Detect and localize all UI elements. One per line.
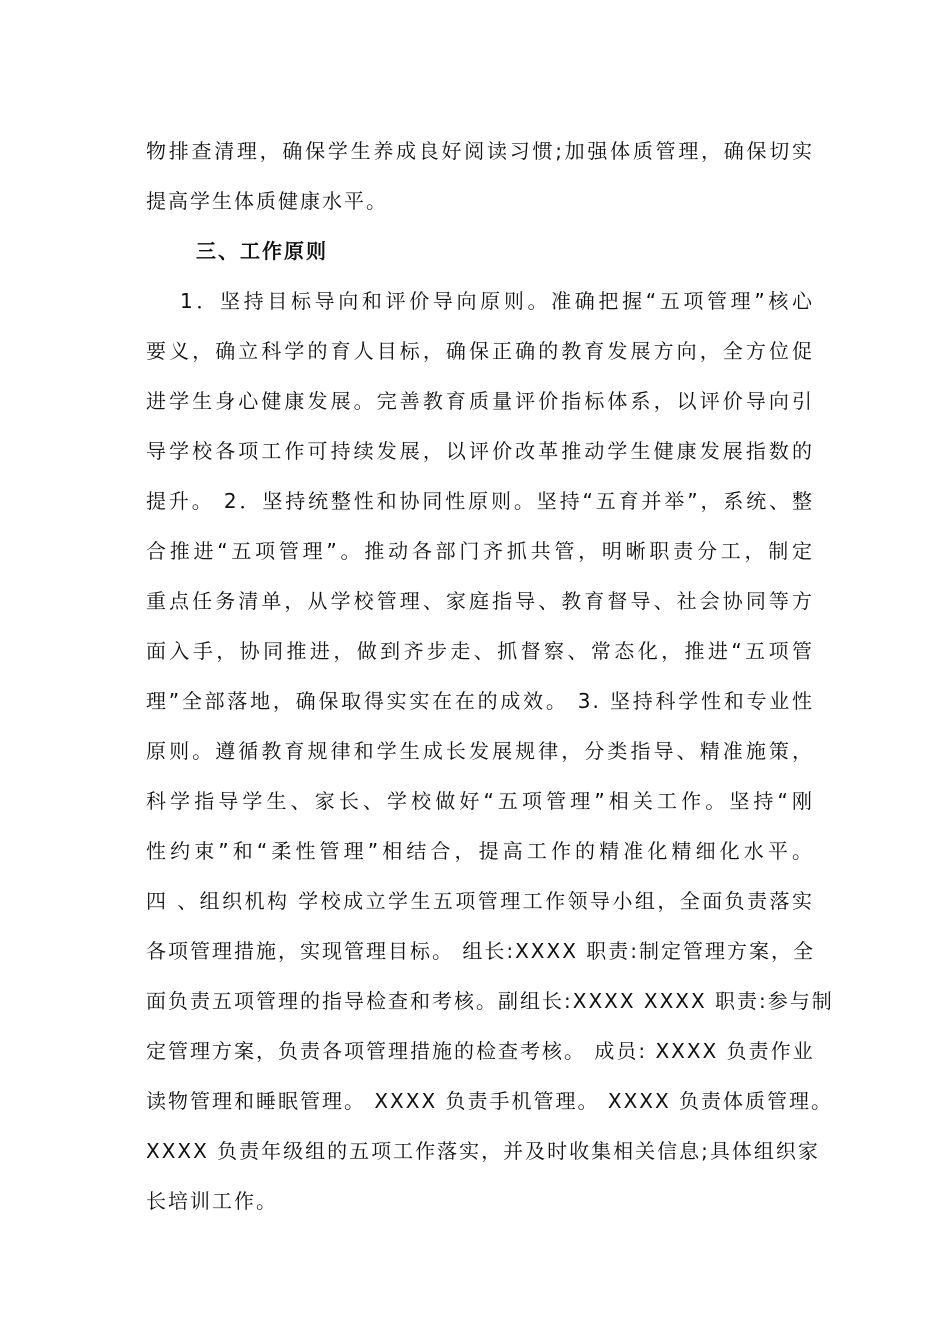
paragraph-line: 长培训工作。 <box>146 1189 278 1213</box>
paragraph-line: 科学指导学生、家长、学校做好“五项管理”相关工作。坚持“刚 <box>146 789 814 813</box>
paragraph-line: 1．坚持目标导向和评价导向原则。准确把握“五项管理”核心 <box>180 289 814 313</box>
paragraph-line: 进学生身心健康发展。完善教育质量评价指标体系，以评价导向引 <box>146 389 814 413</box>
section-heading: 三、工作原则 <box>196 239 328 263</box>
paragraph-line: 理”全部落地，确保取得实实在在的成效。 3. 坚持科学性和专业性 <box>146 689 814 713</box>
paragraph-line: 面负责五项管理的指导检查和考核。副组长:XXXX XXXX 职责:参与制 <box>146 989 834 1013</box>
paragraph-line: 原则。遵循教育规律和学生成长发展规律，分类指导、精准施策， <box>146 739 814 763</box>
paragraph-line: 提升。 2．坚持统整性和协同性原则。坚持“五育并举”，系统、整 <box>146 489 814 513</box>
paragraph-line: 各项管理措施，实现管理目标。 组长:XXXX 职责:制定管理方案，全 <box>146 939 815 963</box>
paragraph-line: 面入手，协同推进，做到齐步走、抓督察、常态化，推进“五项管 <box>146 639 814 663</box>
paragraph-line: 性约束”和“柔性管理”相结合，提高工作的精准化精细化水平。 <box>146 839 814 863</box>
paragraph-line: 要义，确立科学的育人目标，确保正确的教育发展方向，全方位促 <box>146 339 814 363</box>
paragraph-line: 物排查清理，确保学生养成良好阅读习惯;加强体质管理，确保切实 <box>146 139 814 163</box>
paragraph-line: XXXX 负责年级组的五项工作落实，并及时收集相关信息;具体组织家 <box>146 1139 820 1163</box>
paragraph-line: 四 、组织机构 学校成立学生五项管理工作领导小组，全面负责落实 <box>146 889 814 913</box>
paragraph-line: 读物管理和睡眠管理。 XXXX 负责手机管理。 XXXX 负责体质管理。 <box>146 1089 834 1113</box>
paragraph-line: 重点任务清单，从学校管理、家庭指导、教育督导、社会协同等方 <box>146 589 814 613</box>
paragraph-line: 提高学生体质健康水平。 <box>146 189 388 213</box>
paragraph-line: 导学校各项工作可持续发展，以评价改革推动学生健康发展指数的 <box>146 439 814 463</box>
paragraph-line: 定管理方案，负责各项管理措施的检查考核。 成员: XXXX 负责作业 <box>146 1039 815 1063</box>
paragraph-line: 合推进“五项管理”。推动各部门齐抓共管，明晰职责分工，制定 <box>146 539 814 563</box>
